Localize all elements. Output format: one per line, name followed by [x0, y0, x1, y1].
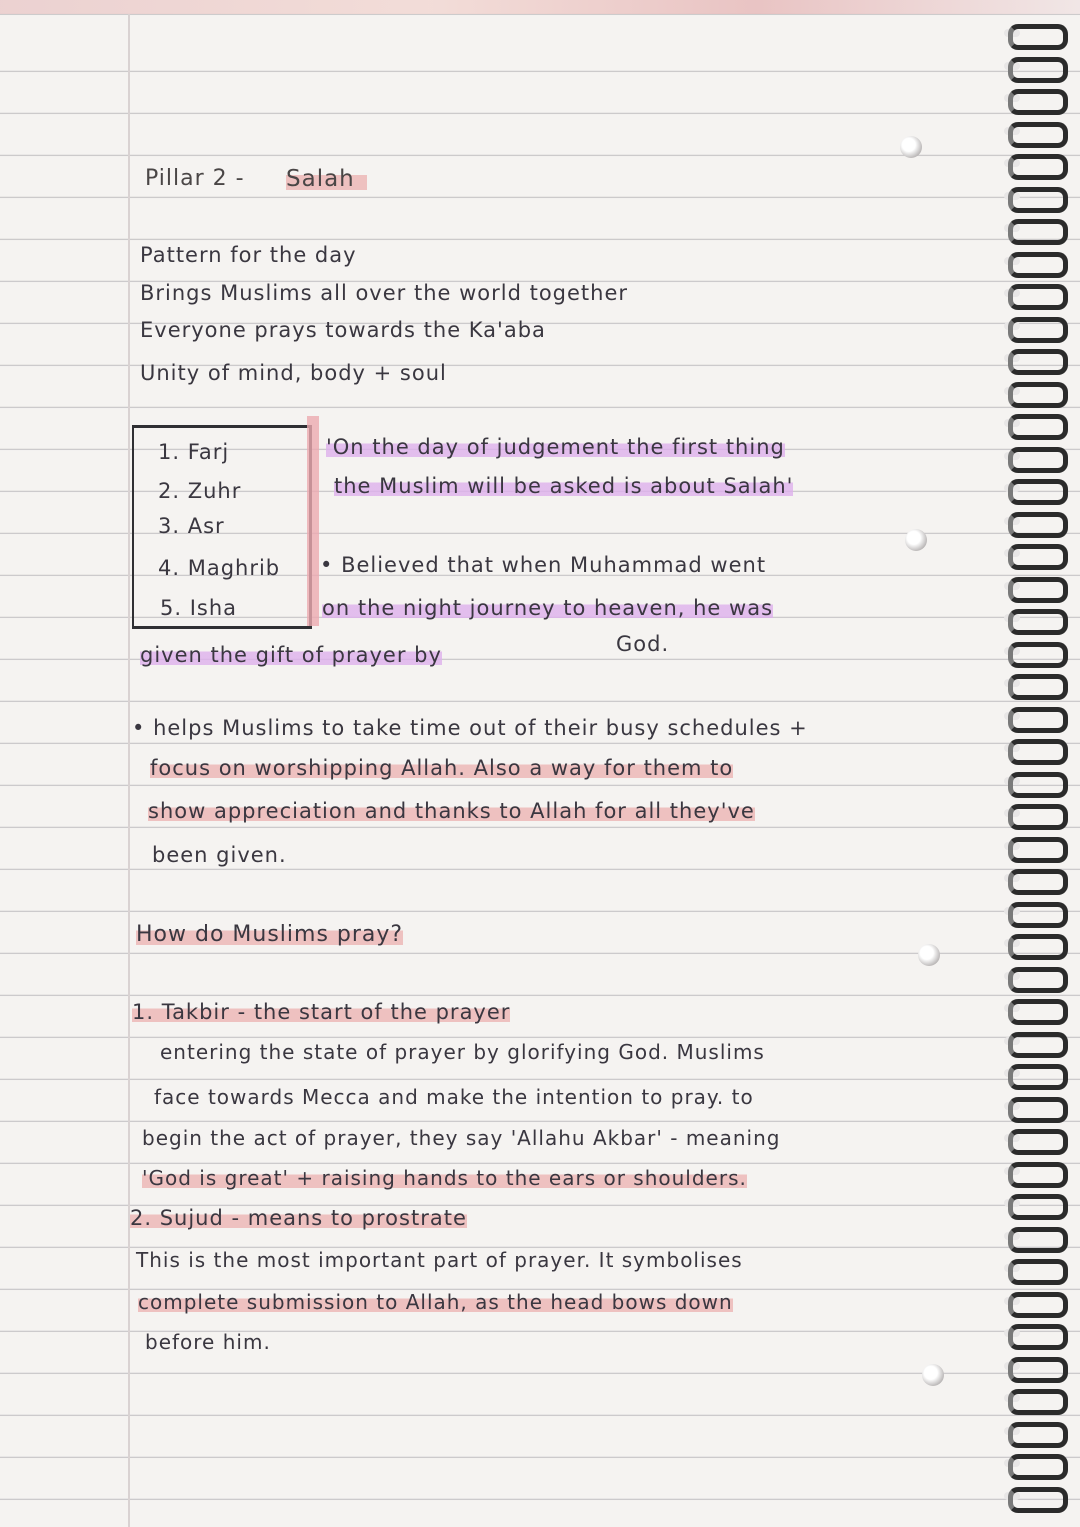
- coil-ring: [1008, 544, 1068, 570]
- takbir-line: face towards Mecca and make the intention to pray. to: [154, 1085, 754, 1109]
- heading-pillar: Pillar 2 -: [145, 166, 245, 191]
- spiral-coil: [1002, 1223, 1064, 1249]
- coil-ring: [1008, 219, 1068, 245]
- sujud-line: complete submission to Allah, as the head bows down: [138, 1290, 733, 1314]
- sujud-line: This is the most important part of prayer. It symbolises: [136, 1248, 743, 1272]
- box-highlight-edge: [307, 416, 319, 626]
- spiral-coil: [1002, 703, 1064, 729]
- punch-hole: [918, 944, 940, 966]
- spiral-coil: [1002, 1125, 1064, 1151]
- bullet-item: Pattern for the day: [140, 243, 357, 267]
- spiral-coil: [1002, 638, 1064, 664]
- spiral-coil: [1002, 53, 1064, 79]
- coil-ring: [1008, 57, 1068, 83]
- takbir-line: begin the act of prayer, they say 'Allahu Akbar' - meaning: [142, 1126, 781, 1150]
- coil-ring: [1008, 1292, 1068, 1318]
- coil-ring: [1008, 1357, 1068, 1383]
- helps-line: been given.: [152, 843, 287, 867]
- section-title: How do Muslims pray?: [136, 922, 404, 947]
- coil-ring: [1008, 284, 1068, 310]
- coil-ring: [1008, 1422, 1068, 1448]
- spiral-coil: [1002, 1320, 1064, 1346]
- bullet-item: Unity of mind, body + soul: [140, 361, 447, 385]
- coil-ring: [1008, 772, 1068, 798]
- spiral-coil: [1002, 378, 1064, 404]
- spiral-coil: [1002, 1288, 1064, 1314]
- bullet-item: Everyone prays towards the Ka'aba: [140, 318, 546, 342]
- coil-ring: [1008, 479, 1068, 505]
- spiral-coil: [1002, 833, 1064, 859]
- spiral-coil: [1002, 150, 1064, 176]
- coil-ring: [1008, 1259, 1068, 1285]
- punch-hole: [900, 136, 922, 158]
- spiral-coil: [1002, 248, 1064, 274]
- coil-ring: [1008, 512, 1068, 538]
- night-journey-line: God.: [616, 632, 670, 656]
- prayer-item: 1. Farj: [158, 440, 230, 464]
- sujud-line: before him.: [145, 1330, 271, 1354]
- quote-line: the Muslim will be asked is about Salah': [334, 474, 794, 498]
- coil-ring: [1008, 382, 1068, 408]
- bullet-item: Brings Muslims all over the world together: [140, 281, 629, 305]
- coil-ring: [1008, 837, 1068, 863]
- heading-topic: Salah: [286, 166, 367, 192]
- spiral-coil: [1002, 865, 1064, 891]
- spiral-coil: [1002, 605, 1064, 631]
- coil-ring: [1008, 1129, 1068, 1155]
- coil-ring: [1008, 934, 1068, 960]
- coil-ring: [1008, 349, 1068, 375]
- coil-ring: [1008, 1487, 1068, 1513]
- spiral-coil: [1002, 1028, 1064, 1054]
- coil-ring: [1008, 1032, 1068, 1058]
- coil-ring: [1008, 187, 1068, 213]
- takbir-line: 'God is great' + raising hands to the ears or shoulders.: [142, 1166, 747, 1190]
- spiral-coil: [1002, 345, 1064, 371]
- coil-ring: [1008, 122, 1068, 148]
- spiral-coil: [1002, 1255, 1064, 1281]
- spiral-coil: [1002, 898, 1064, 924]
- coil-ring: [1008, 707, 1068, 733]
- coil-ring: [1008, 869, 1068, 895]
- spiral-coil: [1002, 183, 1064, 209]
- prayer-item: 4. Maghrib: [158, 556, 281, 580]
- coil-ring: [1008, 609, 1068, 635]
- coil-ring: [1008, 642, 1068, 668]
- quote-line: 'On the day of judgement the first thing: [326, 435, 785, 459]
- spiral-coil: [1002, 1353, 1064, 1379]
- spiral-coil: [1002, 313, 1064, 339]
- margin-line: [128, 14, 130, 1527]
- spiral-coil: [1002, 670, 1064, 696]
- prayer-item: 5. Isha: [160, 596, 238, 620]
- prayer-item: 2. Zuhr: [158, 479, 242, 503]
- punch-hole: [922, 1364, 944, 1386]
- coil-ring: [1008, 154, 1068, 180]
- coil-ring: [1008, 674, 1068, 700]
- spiral-coil: [1002, 1450, 1064, 1476]
- coil-ring: [1008, 1162, 1068, 1188]
- night-journey-line: • Believed that when Muhammad went: [320, 553, 767, 577]
- helps-line: focus on worshipping Allah. Also a way for them to: [150, 756, 734, 780]
- spiral-binding: [1002, 20, 1074, 1520]
- spiral-coil: [1002, 1190, 1064, 1216]
- spiral-coil: [1002, 118, 1064, 144]
- coil-ring: [1008, 1324, 1068, 1350]
- coil-ring: [1008, 252, 1068, 278]
- coil-ring: [1008, 1227, 1068, 1253]
- coil-ring: [1008, 739, 1068, 765]
- spiral-coil: [1002, 508, 1064, 534]
- coil-ring: [1008, 414, 1068, 440]
- spiral-coil: [1002, 735, 1064, 761]
- spiral-coil: [1002, 85, 1064, 111]
- night-journey-text: Believed that when Muhammad went: [341, 553, 767, 577]
- night-journey-line: given the gift of prayer by: [140, 643, 442, 667]
- coil-ring: [1008, 1064, 1068, 1090]
- page-top-edge: [0, 0, 1080, 14]
- spiral-coil: [1002, 768, 1064, 794]
- coil-ring: [1008, 999, 1068, 1025]
- spiral-coil: [1002, 1158, 1064, 1184]
- takbir-title: 1. Takbir - the start of the prayer: [132, 1000, 511, 1024]
- coil-ring: [1008, 1454, 1068, 1480]
- spiral-coil: [1002, 1060, 1064, 1086]
- helps-line: show appreciation and thanks to Allah for all they've: [148, 799, 755, 823]
- coil-ring: [1008, 447, 1068, 473]
- coil-ring: [1008, 24, 1068, 50]
- coil-ring: [1008, 1097, 1068, 1123]
- spiral-coil: [1002, 475, 1064, 501]
- spiral-coil: [1002, 995, 1064, 1021]
- takbir-line: entering the state of prayer by glorifying God. Muslims: [160, 1040, 765, 1064]
- spiral-coil: [1002, 930, 1064, 956]
- spiral-coil: [1002, 800, 1064, 826]
- spiral-coil: [1002, 20, 1064, 46]
- coil-ring: [1008, 317, 1068, 343]
- helps-text: helps Muslims to take time out of their busy schedules +: [153, 716, 808, 740]
- spiral-coil: [1002, 963, 1064, 989]
- spiral-coil: [1002, 1093, 1064, 1119]
- coil-ring: [1008, 577, 1068, 603]
- coil-ring: [1008, 902, 1068, 928]
- spiral-coil: [1002, 410, 1064, 436]
- coil-ring: [1008, 1389, 1068, 1415]
- punch-hole: [905, 529, 927, 551]
- helps-line: • helps Muslims to take time out of their busy schedules +: [132, 716, 808, 740]
- coil-ring: [1008, 89, 1068, 115]
- coil-ring: [1008, 1194, 1068, 1220]
- spiral-coil: [1002, 540, 1064, 566]
- spiral-coil: [1002, 573, 1064, 599]
- spiral-coil: [1002, 1418, 1064, 1444]
- night-journey-line: on the night journey to heaven, he was: [322, 596, 774, 620]
- spiral-coil: [1002, 1385, 1064, 1411]
- spiral-coil: [1002, 215, 1064, 241]
- coil-ring: [1008, 967, 1068, 993]
- spiral-coil: [1002, 280, 1064, 306]
- coil-ring: [1008, 804, 1068, 830]
- spiral-coil: [1002, 1483, 1064, 1509]
- sujud-title: 2. Sujud - means to prostrate: [130, 1206, 467, 1230]
- spiral-coil: [1002, 443, 1064, 469]
- prayer-item: 3. Asr: [158, 514, 225, 538]
